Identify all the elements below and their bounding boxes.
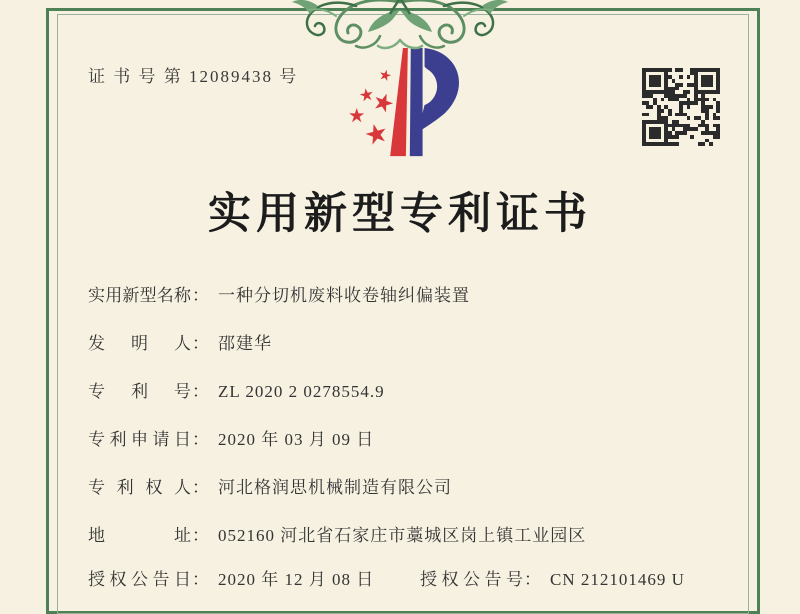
grant-row	[88, 560, 760, 600]
field-colon: ：	[192, 334, 209, 353]
field-value: 河北格润思机械制造有限公司	[218, 478, 452, 497]
field-label: 地址	[88, 526, 191, 545]
logo-blue-bowl	[418, 48, 459, 133]
grant-date	[88, 560, 374, 600]
scroll-ornament-icon	[258, 0, 542, 56]
field-colon: ：	[192, 526, 209, 545]
field-value: ZL 2020 2 0278554.9	[218, 382, 385, 401]
field-row-address	[88, 512, 740, 560]
grant-number	[420, 560, 685, 600]
field-label: 专利申请日	[88, 430, 191, 449]
field-value: 2020 年 12 月 08 日	[218, 570, 375, 589]
field-colon: ：	[192, 430, 209, 449]
certificate-number: 证 书 号 第 12089438 号	[88, 67, 299, 86]
logo-blue-bar	[410, 48, 423, 156]
field-value: 052160 河北省石家庄市藁城区岗上镇工业园区	[218, 526, 587, 545]
field-label: 专利号	[88, 382, 191, 401]
field-label: 实用新型名称	[88, 286, 191, 305]
field-value: CN 212101469 U	[550, 570, 685, 589]
field-row-filing-date	[88, 416, 740, 464]
field-label: 授权公告号	[420, 570, 523, 589]
field-row-inventor	[88, 320, 740, 368]
field-label: 授权公告日	[88, 570, 191, 589]
field-colon: ：	[192, 286, 209, 305]
field-label: 专利权人	[88, 478, 191, 497]
field-row-patent-number	[88, 368, 740, 416]
field-value: 邵建华	[218, 334, 272, 353]
field-label: 发明人	[88, 334, 191, 353]
logo-red-wedge	[390, 48, 408, 156]
field-colon: ：	[524, 570, 541, 589]
field-colon: ：	[192, 478, 209, 497]
certificate-title: 实用新型专利证书	[208, 191, 592, 238]
field-colon: ：	[192, 382, 209, 401]
field-row-patentee	[88, 464, 740, 512]
field-value: 一种分切机废料收卷轴纠偏装置	[218, 286, 470, 305]
field-list	[88, 272, 740, 560]
field-row-utility-model-name	[88, 272, 740, 320]
field-value: 2020 年 03 月 09 日	[218, 430, 375, 449]
cnipa-logo-icon	[334, 46, 464, 164]
field-colon: ：	[192, 570, 209, 589]
qr-code	[642, 68, 720, 146]
